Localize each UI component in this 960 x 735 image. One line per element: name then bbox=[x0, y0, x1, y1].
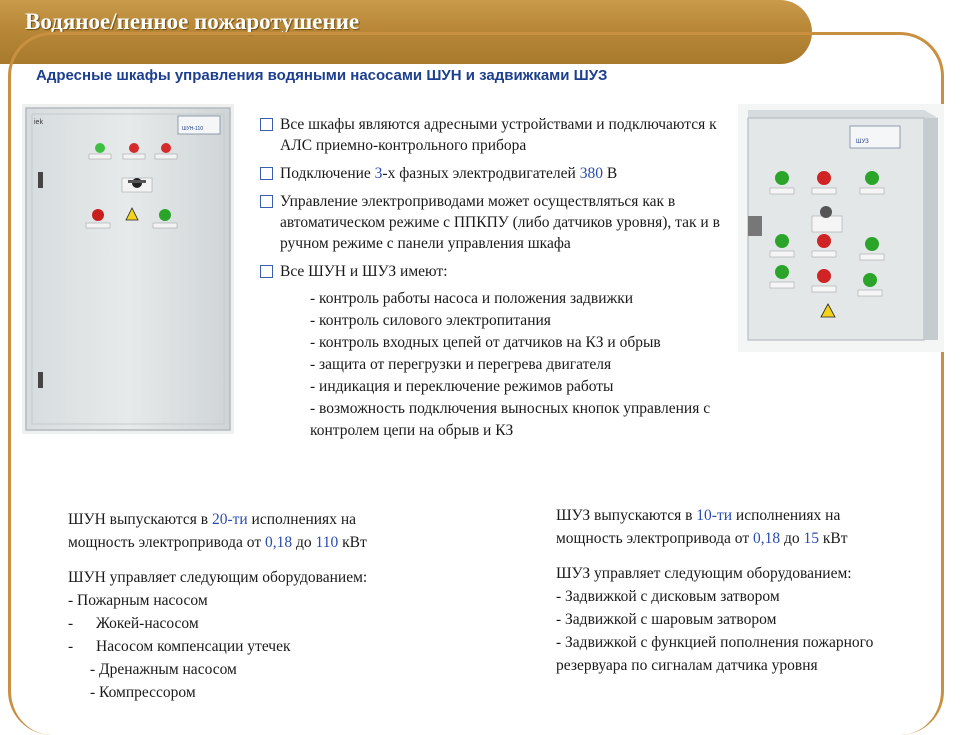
start-button bbox=[159, 209, 171, 221]
slide-title: Водяное/пенное пожаротушение bbox=[25, 9, 360, 34]
shuz-equipment-item: - Задвижкой с дисковым затвором bbox=[556, 588, 780, 605]
shuz-power-line: мощность электропривода от 0,18 до 15 кВт bbox=[556, 530, 848, 547]
shun-equipment-item: - Пожарным насосом bbox=[68, 592, 208, 609]
checkbox-bullet-icon bbox=[260, 167, 273, 180]
sub-list bbox=[280, 288, 728, 442]
checkbox-bullet-icon bbox=[260, 118, 273, 131]
shun-equipment-item: - Насосом компенсации утечек bbox=[68, 638, 291, 655]
shuz-equipment-title: ШУЗ управляет следующим оборудованием: bbox=[556, 565, 852, 582]
red-lamp bbox=[161, 143, 171, 153]
shun-cabinet-photo bbox=[22, 104, 234, 434]
sub-item: - контроль силового электропитания bbox=[310, 312, 551, 329]
shun-versions-line: ШУН выпускаются в 20-ти исполнениях на bbox=[68, 511, 356, 528]
door-lock bbox=[748, 216, 762, 236]
bullet-item: Управление электроприводами может осуществляться как в автоматическом режиме с ППКПУ (либо датчиков уровня), так и в ручном режиме с панели управления шкафа bbox=[258, 191, 728, 254]
svg-text:ШУН-110: ШУН-110 bbox=[182, 126, 204, 132]
shun-equipment-title: ШУН управляет следующим оборудованием: bbox=[68, 569, 368, 586]
bullet-item: Подключение 3-х фазных электродвигателей 380 В bbox=[258, 163, 728, 184]
shuz-versions-line: ШУЗ выпускаются в 10-ти исполнениях на bbox=[556, 507, 841, 524]
slide-subtitle: Адресные шкафы управления водяными насосами ШУН и задвижками ШУЗ bbox=[36, 67, 608, 84]
red-lamp bbox=[129, 143, 139, 153]
stop-button bbox=[92, 209, 104, 221]
bullet-item: Все ШУН и ШУЗ имеют: - контроль работы насоса и положения задвижки - контроль силового электропитания - контроль входных цепей от датчиков на КЗ и обрыв - защита от перегрузки и перегрева двигателя - индикация и переключение режимов работы - возможность подключения выносных кнопок управления с контролем цепи на обрыв и КЗ bbox=[258, 261, 728, 442]
bullet-item: Все шкафы являются адресными устройствами и подключаются к АЛС приемно-контрольного прибора bbox=[258, 114, 728, 156]
shuz-equipment-item: - Задвижкой с шаровым затвором bbox=[556, 611, 777, 628]
sub-item: - контроль работы насоса и положения задвижки bbox=[310, 290, 634, 307]
checkbox-bullet-icon bbox=[260, 195, 273, 208]
sub-item: - возможность подключения выносных кнопок управления с контролем цепи на обрыв и КЗ bbox=[310, 400, 711, 439]
shun-section bbox=[68, 508, 468, 704]
sub-item: - индикация и переключение режимов работы bbox=[310, 378, 614, 395]
shun-equipment-item: - Жокей-насосом bbox=[68, 615, 199, 632]
checkbox-bullet-icon bbox=[260, 265, 273, 278]
green-lamp bbox=[95, 143, 105, 153]
sub-item: - контроль входных цепей от датчиков на КЗ и обрыв bbox=[310, 334, 661, 351]
mode-switch bbox=[820, 206, 832, 218]
shuz-cabinet-photo bbox=[738, 104, 944, 352]
svg-text:ШУЗ: ШУЗ bbox=[856, 139, 869, 145]
shun-equipment-item: - Компрессором bbox=[90, 684, 196, 701]
shuz-equipment-item: - Задвижкой с функцией пополнения пожарного резервуара по сигналам датчика уровня bbox=[556, 634, 874, 674]
feature-list bbox=[258, 114, 728, 449]
brand-logo: iek bbox=[34, 119, 43, 126]
sub-item: - защита от перегрузки и перегрева двигателя bbox=[310, 356, 612, 373]
door-lock bbox=[38, 372, 43, 388]
shuz-section bbox=[556, 504, 948, 677]
shun-power-line: мощность электропривода от 0,18 до 110 кВт bbox=[68, 534, 367, 551]
shun-equipment-item: - Дренажным насосом bbox=[90, 661, 237, 678]
door-lock bbox=[38, 172, 43, 188]
